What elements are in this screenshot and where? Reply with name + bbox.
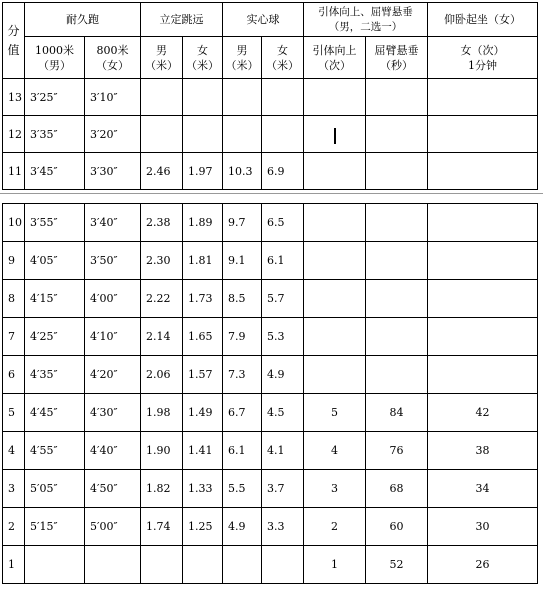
- pullup-label: 引体向上: [312, 43, 357, 57]
- ball-male-cell: [223, 116, 262, 153]
- table-row: [3, 79, 538, 116]
- score-cell: 5: [3, 394, 25, 432]
- ball-female-cell: 6.9: [262, 153, 304, 190]
- situp-sub-label: 女（次）: [460, 43, 505, 57]
- medicine-ball-header: 实心球: [223, 3, 304, 37]
- score-cell: 3: [3, 470, 25, 508]
- jump-male-cell: 2.46: [141, 153, 183, 190]
- situp-cell: [428, 153, 538, 190]
- jump-female-cell: 1.41: [183, 432, 223, 470]
- situp-cell: 34: [428, 470, 538, 508]
- situp-sub-label-2: 1分钟: [468, 58, 497, 72]
- ball-male-cell: 7.9: [223, 318, 262, 356]
- score-cell: 11: [3, 153, 25, 190]
- pullup-cell: 1: [304, 546, 366, 584]
- hang-cell: [366, 356, 428, 394]
- table-row: [3, 242, 538, 280]
- jump-female-cell: 1.89: [183, 204, 223, 242]
- score-cell: 9: [3, 242, 25, 280]
- ball-male-cell: 10.3: [223, 153, 262, 190]
- pullup-cell: [304, 356, 366, 394]
- ball-female-cell: 3.7: [262, 470, 304, 508]
- table-row: [3, 394, 538, 432]
- run-1000-unit: （男）: [38, 58, 71, 72]
- score-cell: 4: [3, 432, 25, 470]
- ball-male-cell: [223, 79, 262, 116]
- table-row: [3, 153, 538, 190]
- jump-female-cell: [183, 79, 223, 116]
- situp-cell: 30: [428, 508, 538, 546]
- hang-cell: [366, 204, 428, 242]
- ball-male-cell: 7.3: [223, 356, 262, 394]
- pullup-cell: [304, 280, 366, 318]
- jump-male-unit: （米）: [145, 58, 178, 72]
- hang-header: [366, 37, 428, 79]
- ball-male-cell: 6.7: [223, 394, 262, 432]
- ball-male-cell: 9.7: [223, 204, 262, 242]
- ball-female-cell: 5.7: [262, 280, 304, 318]
- jump-female-cell: 1.49: [183, 394, 223, 432]
- hang-cell: [366, 116, 428, 153]
- ball-male-cell: 4.9: [223, 508, 262, 546]
- ball-male-unit: （米）: [225, 58, 259, 72]
- table-row: [3, 546, 538, 584]
- run-800-cell: 3′50″: [85, 242, 141, 280]
- ball-female-cell: 4.9: [262, 356, 304, 394]
- run-800-cell: [85, 546, 141, 584]
- text-cursor-icon: [334, 128, 336, 144]
- table-row: [3, 356, 538, 394]
- jump-female-cell: 1.57: [183, 356, 223, 394]
- ball-female-cell: 3.3: [262, 508, 304, 546]
- run-800-cell: 5′00″: [85, 508, 141, 546]
- hang-cell: [366, 280, 428, 318]
- table-row: [3, 508, 538, 546]
- jump-female-cell: 1.65: [183, 318, 223, 356]
- run-1000-cell: 4′35″: [25, 356, 85, 394]
- pullup-cell: 4: [304, 432, 366, 470]
- situp-cell: [428, 318, 538, 356]
- ball-female-header: [262, 37, 304, 79]
- table-row: [3, 432, 538, 470]
- run-800-cell: 4′10″: [85, 318, 141, 356]
- pullup-cell: [304, 204, 366, 242]
- jump-female-header: [183, 37, 223, 79]
- score-cell: 7: [3, 318, 25, 356]
- run-800-label: 800米: [96, 43, 129, 57]
- run-800-cell: 3′30″: [85, 153, 141, 190]
- run-800-header: [85, 37, 141, 79]
- ball-male-cell: [223, 546, 262, 584]
- ball-male-cell: 5.5: [223, 470, 262, 508]
- jump-male-cell: 1.74: [141, 508, 183, 546]
- run-1000-cell: 3′25″: [25, 79, 85, 116]
- situp-cell: 42: [428, 394, 538, 432]
- run-800-unit: （女）: [96, 58, 129, 72]
- jump-female-cell: 1.73: [183, 280, 223, 318]
- jump-male-header: [141, 37, 183, 79]
- hang-cell: 52: [366, 546, 428, 584]
- hang-cell: 76: [366, 432, 428, 470]
- table-row: [3, 318, 538, 356]
- run-1000-cell: 3′55″: [25, 204, 85, 242]
- run-800-cell: 3′10″: [85, 79, 141, 116]
- situp-cell: 38: [428, 432, 538, 470]
- run-1000-cell: 3′35″: [25, 116, 85, 153]
- ball-male-cell: 9.1: [223, 242, 262, 280]
- jump-female-unit: （米）: [186, 58, 219, 72]
- pullup-cell: [304, 318, 366, 356]
- run-1000-cell: 5′05″: [25, 470, 85, 508]
- jump-male-cell: 1.98: [141, 394, 183, 432]
- ball-female-label: 女: [277, 43, 288, 57]
- run-1000-header: [25, 37, 85, 79]
- situp-cell: [428, 242, 538, 280]
- scoring-table-top: [2, 2, 538, 190]
- run-800-cell: 4′20″: [85, 356, 141, 394]
- situp-cell: [428, 79, 538, 116]
- jump-female-cell: 1.25: [183, 508, 223, 546]
- ball-female-cell: 6.1: [262, 242, 304, 280]
- hang-cell: 84: [366, 394, 428, 432]
- pullup-cell: [304, 153, 366, 190]
- run-800-cell: 3′20″: [85, 116, 141, 153]
- pullup-cell: [304, 242, 366, 280]
- scoring-table-bottom: [2, 203, 538, 584]
- run-1000-cell: 4′55″: [25, 432, 85, 470]
- situp-sub-header: [428, 37, 538, 79]
- ball-female-cell: [262, 79, 304, 116]
- jump-female-cell: 1.33: [183, 470, 223, 508]
- run-1000-cell: 5′15″: [25, 508, 85, 546]
- pullup-unit: （次）: [318, 58, 351, 72]
- run-1000-cell: 3′45″: [25, 153, 85, 190]
- jump-male-cell: 2.30: [141, 242, 183, 280]
- ball-male-cell: 6.1: [223, 432, 262, 470]
- ball-female-unit: （米）: [266, 58, 299, 72]
- situp-cell: [428, 356, 538, 394]
- ball-female-cell: 4.5: [262, 394, 304, 432]
- pullup-cell: [304, 79, 366, 116]
- score-cell: 12: [3, 116, 25, 153]
- score-header-label: 分值: [7, 23, 20, 57]
- ball-female-cell: [262, 116, 304, 153]
- run-1000-cell: 4′05″: [25, 242, 85, 280]
- run-1000-cell: 4′45″: [25, 394, 85, 432]
- table-row: [3, 116, 538, 153]
- situp-cell: [428, 280, 538, 318]
- ball-male-header: [223, 37, 262, 79]
- jump-female-cell: [183, 116, 223, 153]
- table-row: [3, 470, 538, 508]
- pullup-cell: 2: [304, 508, 366, 546]
- run-800-cell: 4′50″: [85, 470, 141, 508]
- standing-jump-header: 立定跳远: [141, 3, 223, 37]
- hang-cell: [366, 79, 428, 116]
- ball-female-cell: 5.3: [262, 318, 304, 356]
- hang-cell: [366, 242, 428, 280]
- run-800-cell: 4′00″: [85, 280, 141, 318]
- jump-male-cell: [141, 116, 183, 153]
- score-cell: 1: [3, 546, 25, 584]
- ball-male-cell: 8.5: [223, 280, 262, 318]
- hang-cell: [366, 153, 428, 190]
- table-row: [3, 204, 538, 242]
- ball-female-cell: 4.1: [262, 432, 304, 470]
- run-800-cell: 3′40″: [85, 204, 141, 242]
- jump-male-cell: 2.38: [141, 204, 183, 242]
- situp-cell: [428, 116, 538, 153]
- table-row: [3, 280, 538, 318]
- score-cell: 13: [3, 79, 25, 116]
- ball-male-label: 男: [236, 43, 248, 57]
- ball-female-cell: 6.5: [262, 204, 304, 242]
- run-800-cell: 4′40″: [85, 432, 141, 470]
- jump-female-cell: [183, 546, 223, 584]
- score-cell: 10: [3, 204, 25, 242]
- situp-cell: 26: [428, 546, 538, 584]
- jump-female-label: 女: [197, 43, 208, 57]
- jump-male-cell: 2.06: [141, 356, 183, 394]
- score-cell: 2: [3, 508, 25, 546]
- hang-cell: [366, 318, 428, 356]
- jump-male-cell: 1.90: [141, 432, 183, 470]
- jump-male-cell: [141, 79, 183, 116]
- run-800-cell: 4′30″: [85, 394, 141, 432]
- jump-female-cell: 1.97: [183, 153, 223, 190]
- run-1000-cell: 4′25″: [25, 318, 85, 356]
- situp-header: 仰卧起坐（女）: [428, 3, 538, 37]
- pullup-group-label: 引体向上、屈臂悬垂（男，二选一）: [318, 5, 413, 33]
- hang-cell: 60: [366, 508, 428, 546]
- run-1000-cell: [25, 546, 85, 584]
- hang-unit: （秒）: [380, 58, 413, 72]
- endurance-run-header: 耐久跑: [25, 3, 141, 37]
- jump-female-cell: 1.81: [183, 242, 223, 280]
- pullup-cell: 3: [304, 470, 366, 508]
- hang-cell: 68: [366, 470, 428, 508]
- jump-male-cell: [141, 546, 183, 584]
- score-header: [3, 3, 25, 79]
- pullup-header: [304, 37, 366, 79]
- hang-label: 屈臂悬垂: [374, 43, 419, 57]
- run-1000-cell: 4′15″: [25, 280, 85, 318]
- jump-male-label: 男: [156, 43, 167, 57]
- jump-male-cell: 2.14: [141, 318, 183, 356]
- pullup-group-header: [304, 3, 428, 37]
- jump-male-cell: 1.82: [141, 470, 183, 508]
- score-cell: 6: [3, 356, 25, 394]
- score-cell: 8: [3, 280, 25, 318]
- situp-cell: [428, 204, 538, 242]
- ball-female-cell: [262, 546, 304, 584]
- run-1000-label: 1000米: [35, 43, 74, 57]
- jump-male-cell: 2.22: [141, 280, 183, 318]
- pullup-cell: 5: [304, 394, 366, 432]
